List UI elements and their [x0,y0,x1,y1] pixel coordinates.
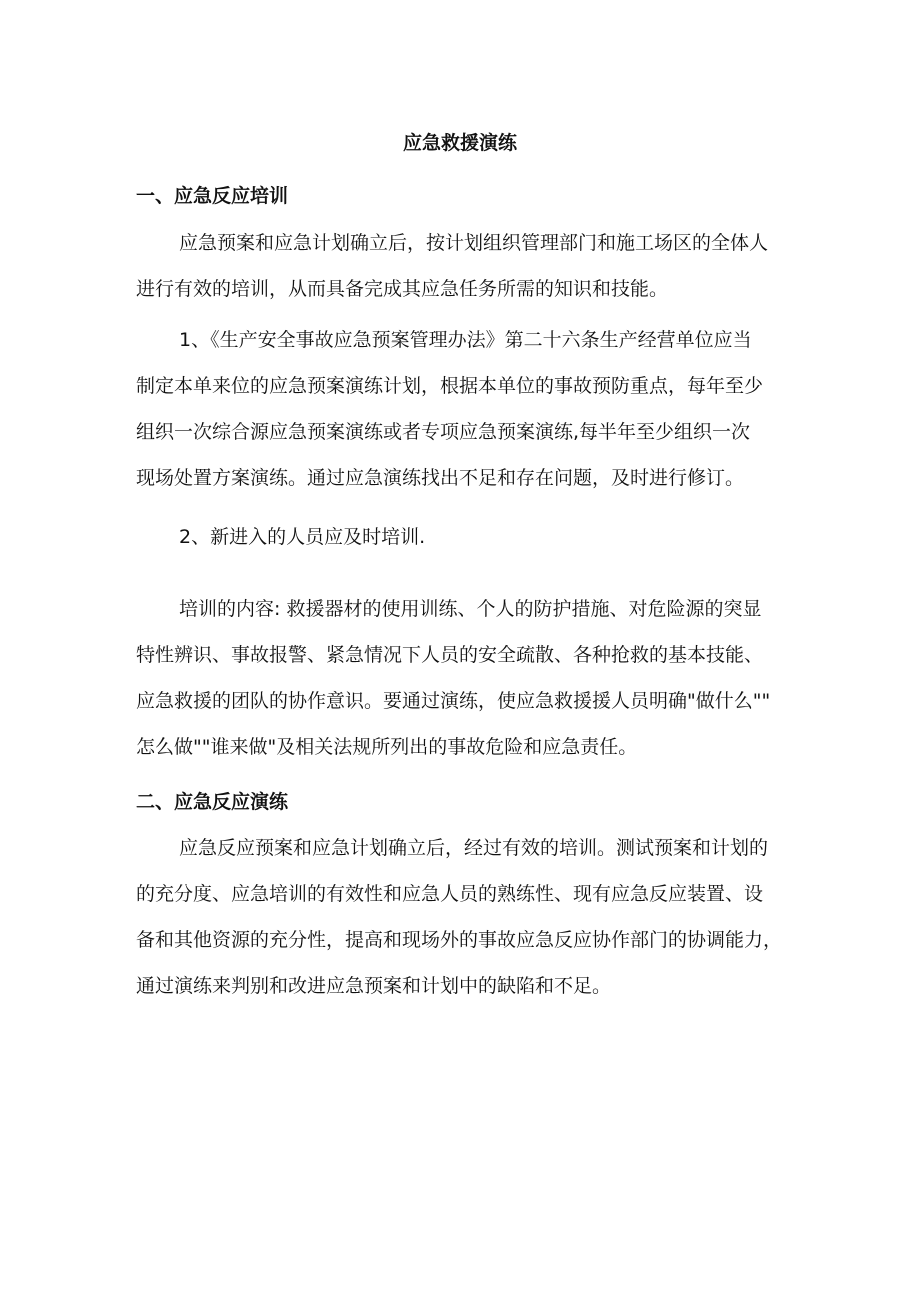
section-2-heading: 二、应急反应演练 [136,791,289,813]
text-line: 应急反应预案和应急计划确立后，经过有效的培训。测试预案和计划的 [179,837,769,859]
text-line: 2、新进入的人员应及时培训. [179,526,426,548]
text-line: 应急预案和应急计划确立后，按计划组织管理部门和施工场区的全体人 [179,232,769,254]
document-title: 应急救援演练 [402,132,517,154]
text-line: 通过演练来判别和改进应急预案和计划中的缺陷和不足。 [136,975,612,997]
text-line: 的充分度、应急培训的有效性和应急人员的熟练性、现有应急反应装置、设 [136,883,764,905]
text-line: 备和其他资源的充分性，提高和现场外的事故应急反应协作部门的协调能力， [136,929,783,951]
section-1-heading: 一、应急反应培训 [136,185,289,207]
text-line: 组织一次综合源应急预案演练或者专项应急预案演练,每半年至少组织一次 [136,421,751,443]
section-2-paragraph-1 [136,825,800,1009]
section-1-paragraph-2 [136,317,800,501]
text-line: 现场处置方案演练。通过应急演练找出不足和存在问题，及时进行修订。 [136,467,745,489]
text-line: 培训的内容: 救援器材的使用训练、个人的防护措施、对危险源的突显 [179,598,762,620]
text-line: 1、《生产安全事故应急预案管理办法》第二十六条生产经营单位应当 [179,329,752,351]
section-1-paragraph-1 [136,220,800,312]
section-1-paragraph-3 [136,514,800,560]
text-line: 特性辨识、事故报警、紧急情况下人员的安全疏散、各种抢救的基本技能、 [136,644,764,666]
text-line: 应急救援的团队的协作意识。要通过演练，使应急救援援人员明确"做什么"" [136,690,771,712]
text-line: 怎么做""谁来做"及相关法规所列出的事故危险和应急责任。 [136,736,638,758]
section-1-paragraph-4 [136,586,800,770]
text-line: 制定本单来位的应急预案演练计划，根据本单位的事故预防重点，每年至少 [136,375,764,397]
text-line: 进行有效的培训，从而具备完成其应急任务所需的知识和技能。 [136,278,669,300]
